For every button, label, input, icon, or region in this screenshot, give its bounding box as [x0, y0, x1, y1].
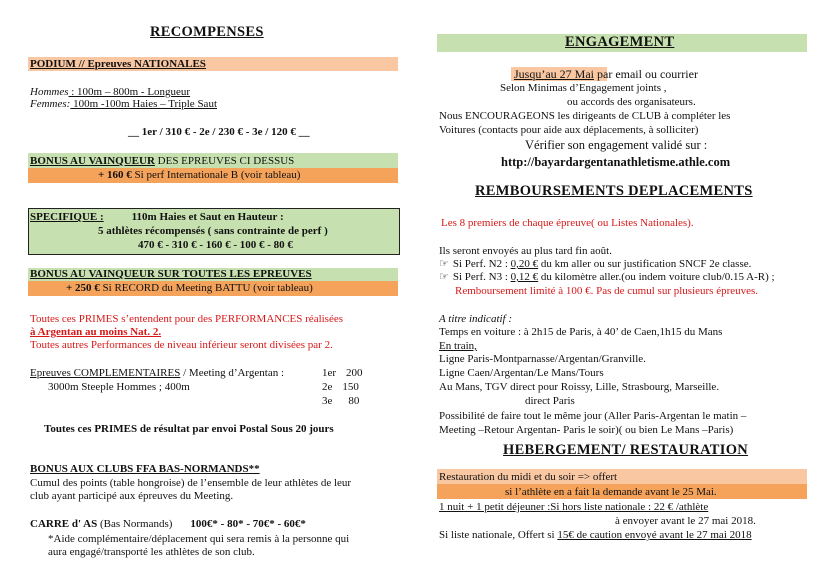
recompenses-title: RECOMPENSES — [150, 24, 264, 40]
carre-line: CARRE d' AS (Bas Normands) 100€* - 80* - 70€* - 60€* — [30, 518, 306, 530]
primes-line2: à Argentan au moins Nat. 2. — [30, 326, 162, 338]
remb-first-line: Les 8 premiers de chaque épreuve( ou Listes Nationales). — [441, 217, 694, 229]
ligne2-line: Ligne Caen/Argentan/Le Mans/Tours — [439, 367, 604, 379]
accords-line: ou accords des organisateurs. — [567, 96, 696, 108]
bonus2-note: + 250 € Si RECORD du Meeting BATTU (voir tableau) — [66, 282, 313, 294]
verify-line: Vérifier son engagement validé sur : — [525, 138, 708, 152]
direct-line: direct Paris — [525, 395, 575, 407]
clubs-title: BONUS AUX CLUBS FFA BAS-NORMANDS** — [30, 463, 260, 475]
tgv-line: Au Mans, TGV direct pour Roissy, Lille, Strasbourg, Marseille. — [439, 381, 720, 393]
hand-pointer-icon: ☞ — [439, 271, 449, 283]
complementaires-line: Epreuves COMPLEMENTAIRES / Meeting d’Argentan : — [30, 367, 285, 379]
website-link[interactable]: http://bayardargentanathletisme.athle.com — [501, 155, 731, 169]
podium-prizes: __ 1er / 310 € - 2e / 230 € - 3e / 120 € __ — [128, 126, 310, 138]
deadline-line: Jusqu’au 27 Mai par email ou courrier — [514, 67, 698, 81]
hand-pointer-icon: ☞ — [439, 258, 449, 270]
engagement-title: ENGAGEMENT — [565, 34, 675, 50]
n3-line: ☞ Si Perf. N3 : 0,12 € du kilomètre aller.(ou indem voiture club/0.15 A-R) ; — [439, 271, 775, 283]
bonus1-note: + 160 € Si perf Internationale B (voir tableau) — [98, 169, 301, 181]
podium-header: PODIUM // Epreuves NATIONALES — [30, 58, 206, 70]
place-1: 1er 200 — [322, 367, 363, 379]
n2-line: ☞ Si Perf. N2 : 0,20 € du km aller ou sur justification SNCF 2e classe. — [439, 258, 752, 270]
possible-line1: Possibilité de faire tout le même jour (Aller Paris-Argentan le matin – — [439, 410, 747, 422]
steeple-line: 3000m Steeple Hommes ; 400m — [48, 381, 190, 393]
carre-note2: aura engagé/transporté les athlètes de son club. — [48, 546, 255, 558]
place-2: 2e 150 — [322, 381, 359, 393]
envoyer-line: à envoyer avant le 27 mai 2018. — [615, 515, 756, 527]
indicatif-line: A titre indicatif : — [439, 313, 513, 325]
place-3: 3e 80 — [322, 395, 360, 407]
remboursements-title: REMBOURSEMENTS DEPLACEMENTS — [475, 183, 753, 199]
postal-line: Toutes ces PRIMES de résultat par envoi Postal Sous 20 jours — [44, 423, 334, 435]
train-line: En train, — [439, 340, 477, 352]
clubs-line1: Cumul des points (table hongroise) de l’ensemble de leur athlètes de leur — [30, 477, 352, 489]
hommes-line: Hommes : 100m – 800m - Longueur — [30, 86, 191, 98]
clubs-line2: club ayant participé aux épreuves du Meeting. — [30, 490, 234, 502]
primes-line3: Toutes autres Performances de niveau inférieur seront divisées par 2. — [30, 339, 333, 351]
nuit-line: 1 nuit + 1 petit déjeuner :Si hors liste nationale : 22 € /athlète — [439, 501, 709, 513]
femmes-line: Femmes: 100m -100m Haies – Triple Saut — [30, 98, 217, 110]
bonus1-title: BONUS AU VAINQUEUR DES EPREUVES CI DESSUS — [30, 155, 295, 167]
voiture-line: Temps en voiture : à 2h15 de Paris, à 40’ de Caen,1h15 du Mans — [439, 326, 723, 338]
specifique-line1: SPECIFIQUE : 110m Haies et Saut en Hauteur : — [30, 211, 284, 223]
specifique-line3: 470 € - 310 € - 160 € - 100 € - 80 € — [138, 239, 293, 251]
possible-line2: Meeting –Retour Argentan- Paris le soir)( ou bien Le Mans –Paris) — [439, 424, 734, 436]
resto-line2: si l’athlète en a fait la demande avant le 25 Mai. — [505, 486, 717, 498]
specifique-line2: 5 athlètes récompensés ( sans contrainte de perf ) — [98, 225, 328, 237]
bonus2-title: BONUS AU VAINQUEUR SUR TOUTES LES EPREUVES — [30, 268, 312, 280]
primes-line1: Toutes ces PRIMES s’entendent pour des PERFORMANCES réalisées — [30, 313, 344, 325]
resto-line1: Restauration du midi et du soir => offert — [439, 471, 618, 483]
ligne1-line: Ligne Paris-Montparnasse/Argentan/Granville. — [439, 353, 646, 365]
hebergement-title: HEBERGEMENT/ RESTAURATION — [503, 442, 749, 458]
minimas-line: Selon Minimas d’Engagement joints , — [500, 82, 667, 94]
remb-sent-line: Ils seront envoyés au plus tard fin août. — [439, 245, 612, 257]
remb-limit-line: Remboursement limité à 100 €. Pas de cumul sur plusieurs épreuves. — [455, 285, 759, 297]
encourage-line1: Nous ENCOURAGEONS les dirigeants de CLUB à compléter les — [439, 110, 731, 122]
encourage-line2: Voitures (contacts pour aide aux déplacements, à solliciter) — [439, 124, 699, 136]
liste-line: Si liste nationale, Offert si 15€ de caution envoyé avant le 27 mai 2018 — [439, 529, 752, 541]
carre-note1: *Aide complémentaire/déplacement qui sera remis à la personne qui — [48, 533, 350, 545]
